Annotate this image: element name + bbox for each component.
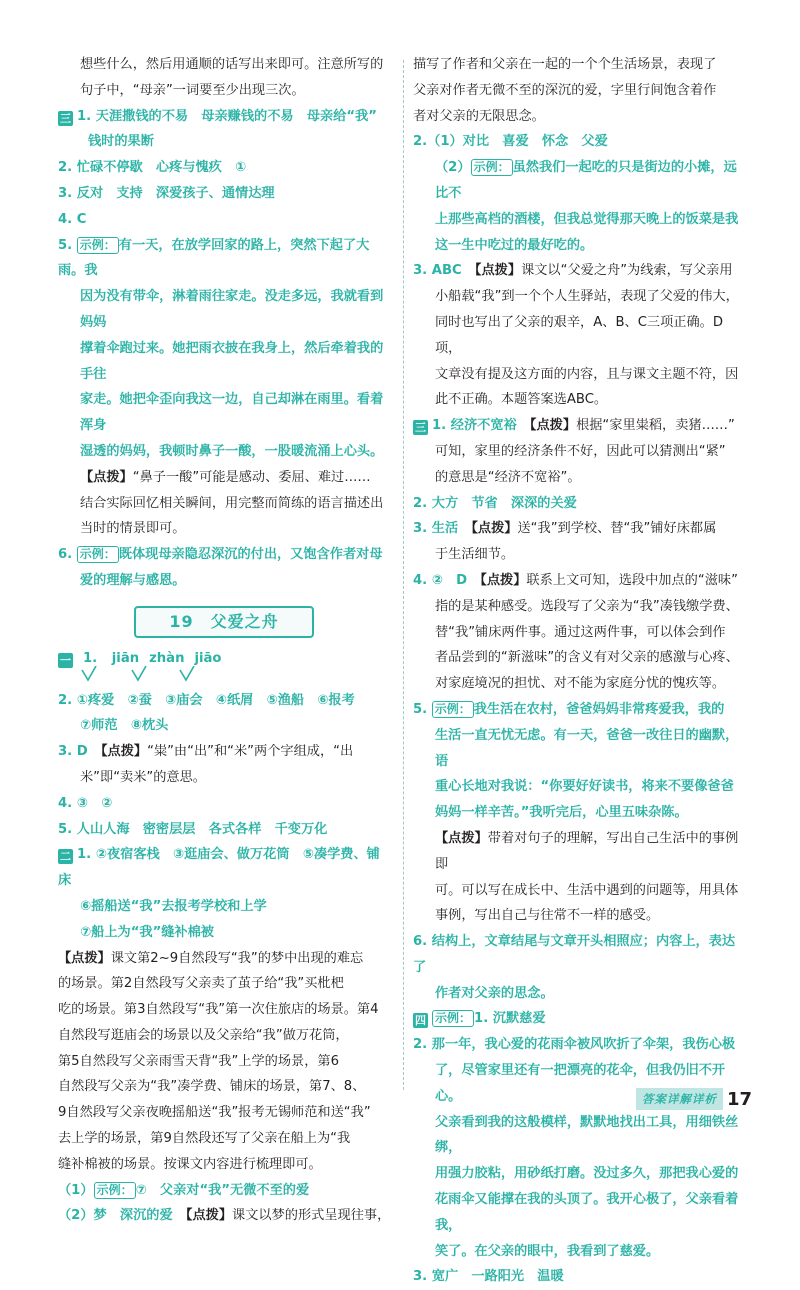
section-badge: 三 bbox=[415, 421, 426, 435]
section-2-q2-1: （1） 示例： ⑦ 父亲对“我”无微不至的爱 bbox=[58, 1182, 310, 1198]
q2-2: （2） 示例： 虽然我们一起吃的只是街边的小摊，远比不 bbox=[435, 160, 737, 201]
tip-label: 【点拨】 bbox=[80, 469, 133, 485]
q2-1: 2.（1）对比 喜爱 怀念 父爱 bbox=[413, 134, 608, 150]
left-column: 想些什么，然后用通顺的话写出来即可。注意所写的 句子中，“母亲”一词要至少出现三次。 三 1. 天涯撒钱的不易 母亲赚钱的不易 母亲给“我” 钱时的果断 2. 忙碌不停歇 心疼与愧疚 ① 3. 反对 支持 深爱孩子、通情达理 4. C 5. 示例： 有一天，在放学回家的路上，突然下起了大雨。我 因为没有带伞，淋着雨往家走。没走多远，我就看到妈妈 撑着伞跑过来。她把雨衣披在我身上，然后牵着我的手往 家走。她把伞歪向我这一边，自己却淋在雨里。看着浑身 湿透的妈妈，我顿时鼻子一酸，一股暖流涌上心头。 【点拨】“鼻子一酸”可能是感动、委屈、难过…… 结合实际回忆相关瞬间，用完整而简练的语言描述出 当时的情景即可。 6. 示例： 既体现母亲隐忍深沉的付出，又饱含作者对母 爱的理解与感恩。 19 父爱之舟 一 1. jiān zhàn jiāo 2. ①疼爱 ②蚕 ③庙会 ④纸屑 ⑤渔船 ⑥报考 ⑦师范 ⑧枕头 3. D 【点拨】“粜”由“出”和“米”两个字组成，“出 米”即“卖米”的意思。 4. ③ ② 5. 人山人海 密密层层 各式各样 千变万化 二 1. ②夜宿客栈 ③逛庙会、做万花筒 ⑤凑学费、铺床 ⑥摇船送“我”去报考学校和上学 ⑦船上为“我”缝补棉被 【点拨】课文第2~9自然段写“我”的梦中出现的难忘 的场景。第2自然段写父亲卖了茧子给“我”买枇杷 吃的场景。第3自然段写“我”第一次住旅店的场景。第4 自然段写逛庙会的场景以及父亲给“我”做万花筒， 第5自然段写父亲雨雪天背“我”上学的场景，第6 自然段写父亲为“我”凑学费、铺床的场景，第7、8、 9自然段写父亲夜晚摇船送“我”报考无锡师范和送“我” 去上学的场景，第9自然段还写了父亲在船上为“我 缝补棉被的场景。按课文内容进行梳理即可。 （1） 示例： ⑦ 父亲对“我”无微不至的爱 （2）梦 深沉的爱 【点拨】课文以梦的形式呈现往事， bbox=[58, 52, 393, 1229]
section-4-q1: 四 示例： 1. 沉默慈爱 bbox=[415, 1011, 546, 1028]
check-icon bbox=[132, 666, 146, 680]
section-1-q2: 2. ①疼爱 ②蚕 ③庙会 ④纸屑 ⑤渔船 ⑥报考 bbox=[58, 692, 355, 708]
section-3-q3: 3. 生活 【点拨】送“我”到学校、替“我”铺好床都属 bbox=[413, 521, 717, 537]
section-badge: 一 bbox=[60, 653, 71, 667]
section-badge: 四 bbox=[415, 1014, 426, 1028]
pinyin: zhàn bbox=[149, 650, 185, 666]
check-icon bbox=[82, 666, 96, 680]
example-label: 示例： bbox=[77, 546, 119, 563]
section-3-q2: 2. 大方 节省 深深的关爱 bbox=[413, 495, 577, 511]
example-label: 示例： bbox=[77, 237, 119, 254]
column-divider bbox=[403, 60, 404, 1090]
pinyin: jiāo bbox=[194, 650, 222, 666]
tick-marks bbox=[58, 672, 393, 688]
q3: 3. ABC 【点拨】课文以“父爱之舟”为线索，写父亲用 bbox=[413, 263, 733, 279]
section-2-q2-2: （2）梦 深沉的爱 【点拨】课文以梦的形式呈现往事， bbox=[58, 1208, 391, 1224]
section-3-q4: 4. ② D 【点拨】联系上文可知，选段中加点的“滋味” bbox=[413, 572, 738, 588]
section-4-q2: 2. 那一年，我心爱的花雨伞被风吹折了伞架，我伤心极 bbox=[413, 1037, 736, 1053]
page-number: 17 bbox=[726, 1088, 752, 1110]
section-2-q1: 二 1. ②夜宿客栈 ③逛庙会、做万花筒 ⑤凑学费、铺床 ⑥摇船送“我”去报考学校和上学 ⑦船上为“我”缝补棉被 【点拨】课文第2~9自然段写“我”的梦中出现的难忘 的场景。第2自然段写父亲卖了茧子给“我”买枇杷 吃的场景。第3自然段写“我”第一次住旅店的场景。第4 自然段写逛庙会的场景以及父亲给“我”做万花筒， 第5自然段写父亲雨雪天背“我”上学的场景，第6 自然段写父亲为“我”凑学费、铺床的场景，第7、8、 9自然段写父亲夜晚摇船送“我”报考无锡师范和送“我” 去上学的场景，第9自然段还写了父亲在船上为“我 缝补棉被的场景。按课文内容进行梳理即可。 bbox=[58, 847, 380, 1172]
section-3-q6: 6. 示例： 既体现母亲隐忍深沉的付出，又饱含作者对母 爱的理解与感恩。 bbox=[58, 547, 383, 588]
intro-line: 句子中，“母亲”一词要至少出现三次。 bbox=[80, 82, 305, 98]
section-1-q3: 3. D 【点拨】“粜”由“出”和“米”两个字组成，“出 bbox=[58, 744, 354, 760]
section-badge: 三 bbox=[60, 111, 71, 125]
footer-label: 答案详解详析 bbox=[636, 1088, 723, 1110]
section-3-q3: 3. 反对 支持 深爱孩子、通情达理 bbox=[58, 185, 275, 201]
page-footer bbox=[636, 1088, 752, 1110]
section-3-q4: 4. C bbox=[58, 211, 87, 227]
section-3-q5: 5. 示例： 我生活在农村，爸爸妈妈非常疼爱我，我的 bbox=[413, 701, 725, 717]
continued-text: 描写了作者和父亲在一起的一个个生活场景，表现了 bbox=[413, 57, 717, 72]
section-1-q1: 一 1. jiān zhàn jiāo bbox=[58, 646, 393, 688]
section-3-q6: 6. 结构上，文章结尾与文章开头相照应；内容上，表达了 bbox=[413, 934, 736, 975]
pinyin: jiān bbox=[111, 650, 140, 666]
intro-line: 想些什么，然后用通顺的话写出来即可。注意所写的 bbox=[80, 57, 384, 72]
section-badge: 二 bbox=[60, 850, 71, 864]
section-3-q1: 三 1. 经济不宽裕 【点拨】根据“家里粜稻，卖猪……” bbox=[415, 418, 735, 435]
section-4-q3: 3. 宽广 一路阳光 温暖 bbox=[413, 1269, 564, 1285]
section-3-q1: 三 1. 天涯撒钱的不易 母亲赚钱的不易 母亲给“我” 钱时的果断 bbox=[60, 108, 377, 150]
lesson-title: 19 父爱之舟 bbox=[134, 606, 314, 638]
section-3-q2: 2. 忙碌不停歇 心疼与愧疚 ① bbox=[58, 160, 247, 176]
section-1-q5: 5. 人山人海 密密层层 各式各样 千变万化 bbox=[58, 821, 328, 837]
section-1-q4: 4. ③ ② bbox=[58, 795, 113, 811]
section-3-q5: 5. 示例： 有一天，在放学回家的路上，突然下起了大雨。我 因为没有带伞，淋着雨往家走。没走多远，我就看到妈妈 撑着伞跑过来。她把雨衣披在我身上，然后牵着我的手往 家走。她把伞歪向我这一边，自己却淋在雨里。看着浑身 湿透的妈妈，我顿时鼻子一酸，一股暖流涌上心头。 【点拨】“鼻子一酸”可能是感动、委屈、难过…… 结合实际回忆相关瞬间，用完整而简练的语言描述出 当时的情景即可。 bbox=[58, 237, 384, 537]
right-column: 描写了作者和父亲在一起的一个个生活场景，表现了 父亲对作者无微不至的深沉的爱，字里行间饱含着作 者对父亲的无限思念。 2.（1）对比 喜爱 怀念 父爱 （2） 示例： 虽然我们一起吃的只是街边的小摊，远比不 上那些高档的酒楼，但我总觉得那天晚上的饭菜是我 这一生中吃过的最好吃的。 3. ABC 【点拨】课文以“父爱之舟”为线索，写父亲用 小船载“我”到一个个人生驿站，表现了父爱的伟大， 同时也写出了父亲的艰辛，A、B、C三项正确。D项， 文章没有提及这方面的内容，且与课文主题不符，因 此不正确。本题答案选ABC。 三 1. 经济不宽裕 【点拨】根据“家里粜稻，卖猪……” 可知，家里的经济条件不好，因此可以猜测出“紧” 的意思是“经济不宽裕”。 2. 大方 节省 深深的关爱 3. 生活 【点拨】送“我”到学校、替“我”铺好床都属 于生活细节。 4. ② D 【点拨】联系上文可知，选段中加点的“滋味” 指的是某种感受。选段写了父亲为“我”凑钱缴学费、 替“我”铺床两件事。通过这两件事，可以体会到作 者品尝到的“新滋味”的含义有对父亲的感激与心疼、 对家庭境况的担忧、对不能为家庭分忧的愧疚等。 5. 示例： 我生活在农村，爸爸妈妈非常疼爱我，我的 生活一直无忧无虑。有一天，爸爸一改往日的幽默，语 重心长地对我说：“你要好好读书，将来不要像爸爸 妈妈一样辛苦。”我听完后，心里五味杂陈。 【点拨】带着对句子的理解，写出自己生活中的事例即 可。可以写在成长中、生活中遇到的问题等，用具体 事例，写出自己与往常不一样的感受。 6. 结构上，文章结尾与文章开头相照应；内容上，表达了 作者对父亲的思念。 四 示例： 1. 沉默慈爱 2. 那一年，我心爱的花雨伞被风吹折了伞架，我伤心极 了，尽管家里还有一把漂亮的花伞，但我仍旧不开心。 父亲看到我的这般模样，默默地找出工具，用细铁丝绑， 用强力胶粘，用砂纸打磨。没过多久，那把我心爱的 花雨伞又能撑在我的头顶了。我开心极了，父亲看着我， 笑了。在父亲的眼中，我看到了慈爱。 3. 宽广 一路阳光 温暖 bbox=[413, 52, 748, 1290]
check-icon bbox=[180, 666, 194, 680]
